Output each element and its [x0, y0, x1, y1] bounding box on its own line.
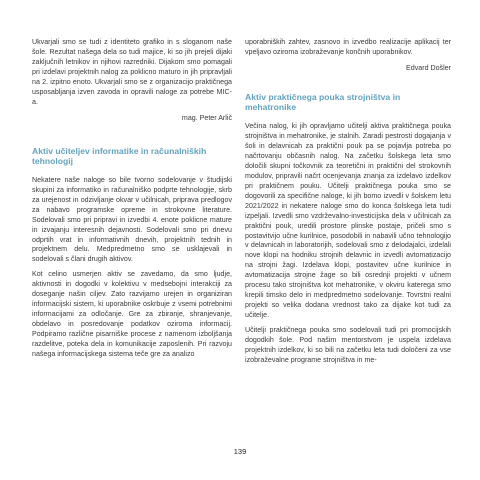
right-column [245, 38, 451, 366]
left-paragraph-1: Ukvarjali smo se tudi z identiteto grafiko in s sloganom naše šole. Rezultat našega dela so tudi majice, ki so jih prejeli dijaki zaključnih letnikov in njihovi razredniki. Dijakom smo pomagali pri izdelavi projektnih nalog za poklicno maturo in jih pripravljali na 2. izpitno enoto. Ukvarjali smo se z organizacijo praktičnega usposabljanja izven zavoda in opravili naloge za potrebe MIC-a. [32, 38, 232, 106]
right-paragraph-1: uporabniških zahtev, zasnovo in izvedbo realizacije aplikacij ter vpeljavo oziroma izobraževanje končnih uporabnikov. [245, 38, 451, 56]
left-paragraph-3: Kot celino usmerjen aktiv se zavedamo, da smo ljudje, aktivnosti in dogodki v kolektivu v medsebojni interakciji za doseganje našin ciljev. Zato razvijamo urejen in organiziran informacijski sistem, ki uporabnike oskrbuje z vsemi potrebnimi informacijami za odločanje. Gre za zbiranje, shranjevanje, obdelavo in posredovanje podatkov oziroma informacij. Podpiramo različne pisarniške procese z namenom izboljšanja razdelitve, poteka dela in komunikacije zaposlenih. Pri razvoju našega informacijskega sistema teče gre za analizo [32, 270, 232, 359]
right-section-heading: Aktiv praktičnega pouka strojništva in mehatronike [245, 91, 401, 113]
left-signature-1: mag. Peter Arlič [181, 113, 232, 122]
right-signature-1: Edvard Došler [406, 63, 451, 72]
page-number: 139 [233, 447, 247, 456]
left-paragraph-2: Nekatere naše naloge so bile tvorno sodelovanje v študijski skupini za informatiko in računalniško podprte tehnologije, skrb za urejenost in odzivljanje okvar v učilnicah, priprava predlogov za nabavo programske opreme in strokovne literature. Sodelovali smo pri pripravi in izvedbi 4. enote poklicne mature in izvajanju interesnih dejavnosti. Sodelovali smo pri dnevu odprtih vrat in informativnih dnevih, projektnih tednih in projektnem delu. Medpredmetno smo se usklajevali in sodelovali s člani drugih aktivov. [32, 175, 232, 264]
left-section-heading: Aktiv učiteljev informatike in računalniških tehnologij [32, 145, 207, 167]
left-column [32, 38, 232, 360]
right-paragraph-2: Večina nalog, ki jih opravljamo učitelji aktiva praktičnega pouka strojništva in mehatronike, je stalnih. Zaradi pestrosti dogajanja v šoli in delavnicah za praktični pouk pa se pojavlja potreba po načrtovanju občasnih nalog. Na začetku šolskega leta smo določili skupni točkovnik za teoretični in praktični del strokovnih modulov, pripravili načrt ocenjevanja znanja za izdelavo izdelkov pri praktičnem pouku. Učitelji praktičnega pouka smo se dogovorili za specifične naloge, ki jih bomo izvedli v šolskem letu 2021/2022 in nekatere naloge smo do konca šolskega leta tudi izpeljali. Izvedli smo vzdrževalno-investicijska dela v učilnicah za praktični pouk, uredili prostore plinske postaje, pričeli smo s postavitvijo učne kurilnice, posodobili in nabavili učno tehnologijo v delavnicah in laboratorijih, sodelovali smo z delodajalci, izdelali nove klopi na hodniku strojnih delavnic in izvedli avtomatizacijo na strojni žagi. Izdelava klopi, postavitev učne kurilnice in avtomatizacija strojne žage so bili osrednji projekti v učnem procesu tako strojništva kot mehatronike, v okviru katerega smo krepili timsko delo in medpredmetno sodelovanje. Tovrstni realni projekti so velika dodana vrednost tako za dijake kot tudi za učitelje. [245, 122, 451, 320]
right-paragraph-3: Učitelji praktičnega pouka smo sodelovali tudi pri promocijskih dogodkih šole. Pod našim mentorstvom je uspela izdelava projektnih izdelkov, ki so bili na začetku leta tudi določeni za vse izobraževalne programe strojništva in me- [245, 326, 451, 364]
